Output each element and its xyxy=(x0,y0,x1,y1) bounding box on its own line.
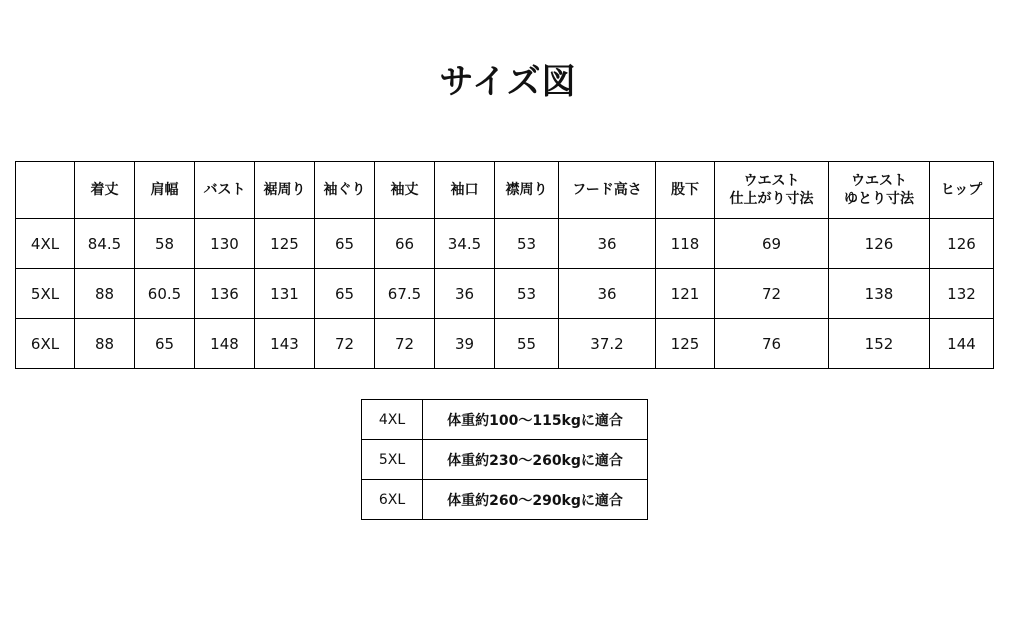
table-cell: 69 xyxy=(715,219,829,269)
header-cell-armhole: 袖ぐり xyxy=(315,162,375,219)
table-cell: 72 xyxy=(375,319,435,369)
table-cell: 72 xyxy=(715,269,829,319)
table-cell: 53 xyxy=(495,269,559,319)
table-cell: 67.5 xyxy=(375,269,435,319)
weight-range-cell: 体重約260〜290kgに適合 xyxy=(423,480,648,520)
table-cell: 66 xyxy=(375,219,435,269)
table-cell: 72 xyxy=(315,319,375,369)
table-cell: 126 xyxy=(829,219,930,269)
table-cell: 58 xyxy=(135,219,195,269)
table-row xyxy=(16,269,994,319)
weight-range-cell: 体重約100〜115kgに適合 xyxy=(423,400,648,440)
table-cell: 36 xyxy=(435,269,495,319)
weight-range-cell: 体重約230〜260kgに適合 xyxy=(423,440,648,480)
table-row xyxy=(362,400,648,440)
table-cell: 37.2 xyxy=(559,319,656,369)
table-cell: 148 xyxy=(195,319,255,369)
weight-fit-table xyxy=(361,399,648,520)
table-cell: 53 xyxy=(495,219,559,269)
header-cell-sleeve-length: 袖丈 xyxy=(375,162,435,219)
table-cell: 131 xyxy=(255,269,315,319)
header-cell-hood-height: フード高さ xyxy=(559,162,656,219)
size-label-cell: 6XL xyxy=(362,480,423,520)
header-cell-inseam: 股下 xyxy=(656,162,715,219)
header-cell-length: 着丈 xyxy=(75,162,135,219)
table-cell: 55 xyxy=(495,319,559,369)
table-cell: 88 xyxy=(75,269,135,319)
header-cell-bust: バスト xyxy=(195,162,255,219)
table-cell: 34.5 xyxy=(435,219,495,269)
size-chart-table xyxy=(15,161,994,369)
table-cell: 125 xyxy=(656,319,715,369)
table-cell: 125 xyxy=(255,219,315,269)
size-label-cell: 5XL xyxy=(16,269,75,319)
table-cell: 136 xyxy=(195,269,255,319)
header-cell-hip: ヒップ xyxy=(930,162,994,219)
table-cell: 138 xyxy=(829,269,930,319)
table-cell: 84.5 xyxy=(75,219,135,269)
size-chart-header-row xyxy=(16,162,994,219)
table-cell: 126 xyxy=(930,219,994,269)
table-cell: 60.5 xyxy=(135,269,195,319)
size-label-cell: 4XL xyxy=(16,219,75,269)
header-corner-cell xyxy=(16,162,75,219)
size-label-cell: 5XL xyxy=(362,440,423,480)
header-cell-waist-ease: ウエスト ゆとり寸法 xyxy=(829,162,930,219)
size-label-cell: 6XL xyxy=(16,319,75,369)
header-cell-hem: 裾周り xyxy=(255,162,315,219)
table-cell: 65 xyxy=(135,319,195,369)
table-row xyxy=(16,219,994,269)
table-cell: 144 xyxy=(930,319,994,369)
table-cell: 121 xyxy=(656,269,715,319)
table-cell: 118 xyxy=(656,219,715,269)
header-cell-shoulder: 肩幅 xyxy=(135,162,195,219)
table-cell: 132 xyxy=(930,269,994,319)
table-cell: 36 xyxy=(559,269,656,319)
table-cell: 130 xyxy=(195,219,255,269)
table-cell: 65 xyxy=(315,219,375,269)
table-cell: 152 xyxy=(829,319,930,369)
header-cell-waist-finished: ウエスト 仕上がり寸法 xyxy=(715,162,829,219)
page-title: サイズ図 xyxy=(439,62,577,102)
table-row xyxy=(362,440,648,480)
header-cell-cuff: 袖口 xyxy=(435,162,495,219)
table-row xyxy=(16,319,994,369)
table-cell: 143 xyxy=(255,319,315,369)
table-cell: 36 xyxy=(559,219,656,269)
table-cell: 39 xyxy=(435,319,495,369)
table-row xyxy=(362,480,648,520)
table-cell: 65 xyxy=(315,269,375,319)
header-cell-collar: 襟周り xyxy=(495,162,559,219)
table-cell: 76 xyxy=(715,319,829,369)
size-label-cell: 4XL xyxy=(362,400,423,440)
table-cell: 88 xyxy=(75,319,135,369)
